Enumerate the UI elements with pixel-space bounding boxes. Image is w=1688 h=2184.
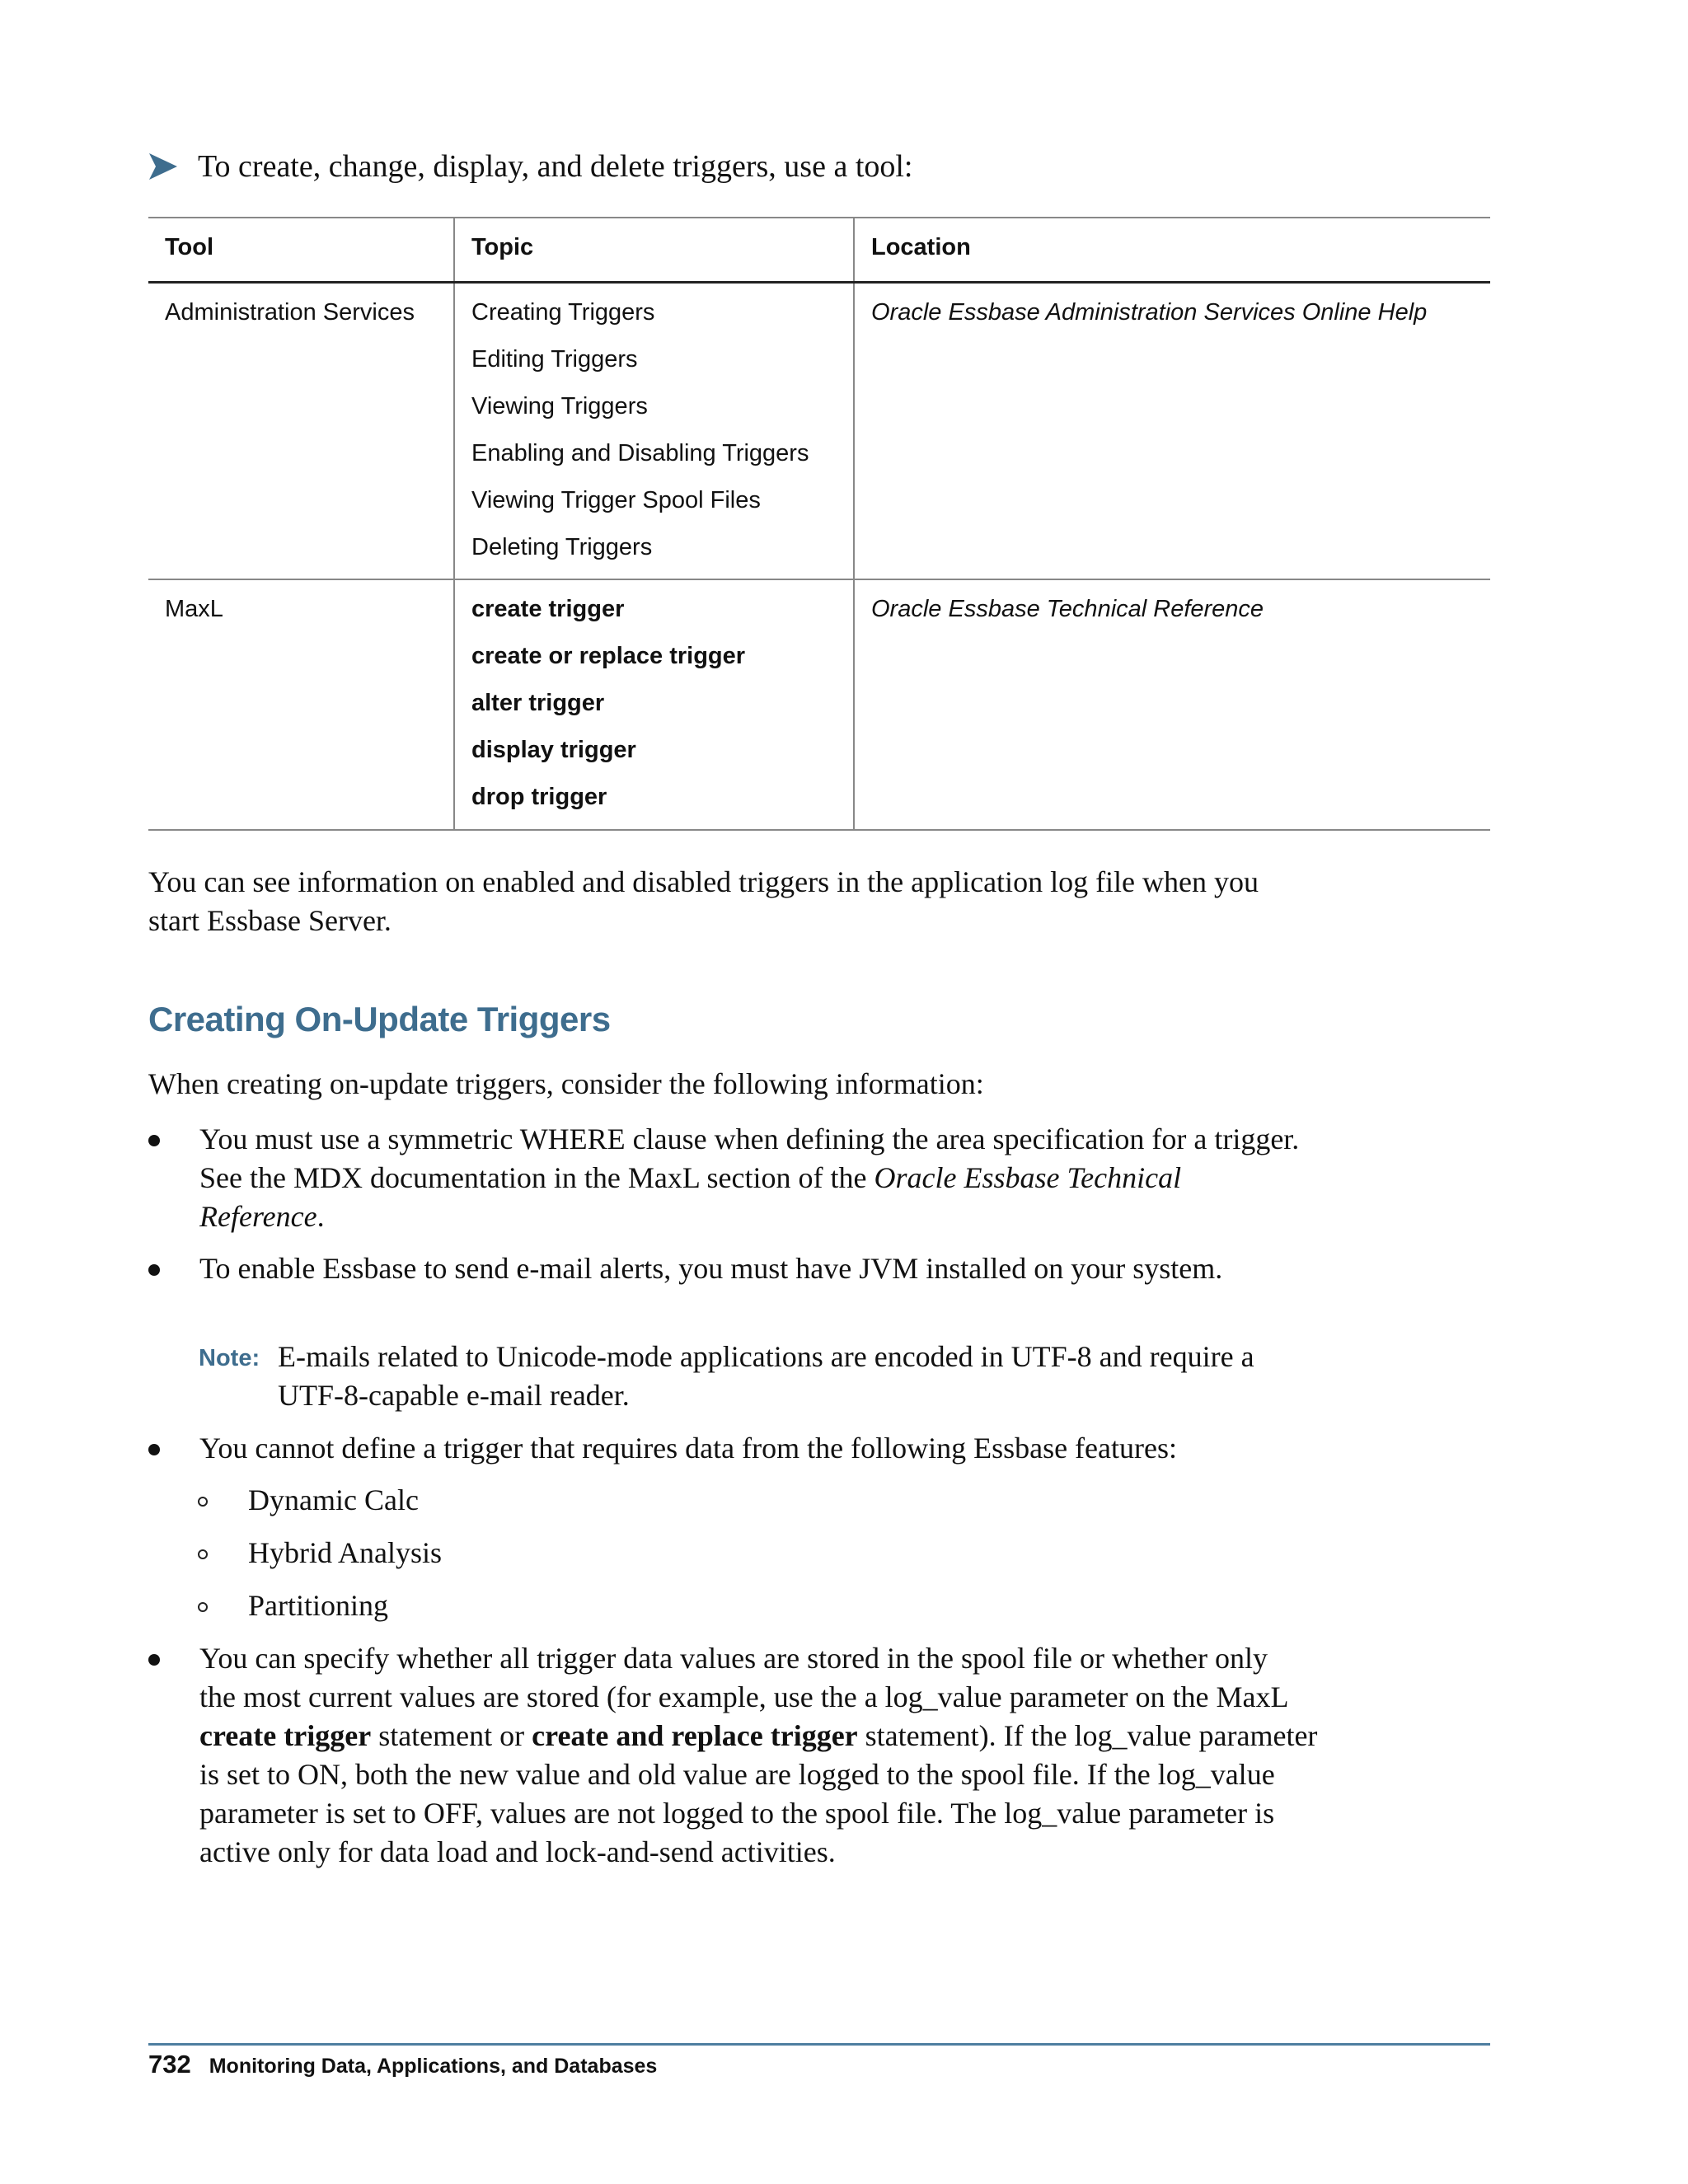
bullet-text: . [316,1200,325,1233]
bullet-line [199,1717,1319,1755]
maxl-command: create trigger [199,1719,372,1752]
topic-item: Editing Triggers [471,346,638,373]
location-text: Oracle Essbase Administration Services Online Help [871,299,1428,326]
note-line: UTF-8-capable e-mail reader. [278,1379,630,1412]
section-lead [148,1065,1319,1104]
paragraph-line: You can see information on enabled and disabled triggers in the application log file when you [148,865,1259,898]
topic-item: Viewing Trigger Spool Files [471,487,761,513]
sub-list-item [198,1481,419,1520]
bullet-text: statement). If the log_value parameter [857,1719,1318,1752]
note-label: Note: [199,1345,260,1371]
intro-paragraph [148,863,1319,940]
tool-name: Administration Services [165,299,415,326]
table-header-row [148,217,1490,284]
section-heading: Creating On-Update Triggers [148,1000,611,1038]
table-cell-location [855,284,1490,579]
bullet-line: is set to ON, both the new value and old value are logged to the spool file. If the log_value [199,1758,1275,1791]
bullet-line [199,1197,1319,1236]
footer-rule [148,2043,1490,2046]
bullet-line: You can specify whether all trigger data values are stored in the spool file or whether only [199,1642,1268,1675]
footer-title: Monitoring Data, Applications, and Databases [209,2055,658,2078]
table-row [148,284,1490,580]
maxl-command: alter trigger [471,690,605,716]
header-tool: Tool [148,218,455,281]
bullet-line: To enable Essbase to send e-mail alerts, you must have JVM installed on your system. [199,1252,1223,1285]
note-line: E-mails related to Unicode-mode applications are encoded in UTF-8 and require a [278,1340,1254,1373]
sub-item-text: Partitioning [248,1589,388,1622]
bullet-icon [148,1135,160,1146]
paragraph-line: start Essbase Server. [148,904,392,937]
bullet-line: active only for data load and lock-and-send activities. [199,1835,836,1868]
sub-list-item [198,1586,388,1625]
topic-item: Deleting Triggers [471,534,653,560]
book-title: Reference [199,1200,317,1233]
bullet-line: the most current values are stored (for example, use the a log_value parameter on the MaxL [199,1680,1289,1713]
header-topic: Topic [455,218,855,281]
lead-text: When creating on-update triggers, consider the following information: [148,1067,984,1100]
bullet-line: You must use a symmetric WHERE clause when defining the area specification for a trigger. [199,1122,1300,1155]
table-cell-tool [148,284,455,579]
procedure-text: To create, change, display, and delete triggers, use a tool: [198,149,913,184]
table-row [148,580,1490,831]
bullet-text: statement or [371,1719,532,1752]
sub-item-text: Hybrid Analysis [248,1536,443,1569]
procedure-line [148,145,913,188]
list-item [148,1120,1319,1236]
header-location: Location [871,234,971,260]
page-number: 732 [148,2050,191,2079]
list-item [148,1429,1319,1468]
table-cell-topics [455,284,855,579]
note-block [199,1338,1303,1415]
maxl-command: create trigger [471,596,625,622]
topic-item: Creating Triggers [471,299,655,326]
bullet-line: You cannot define a trigger that requires data from the following Essbase features: [199,1432,1177,1465]
location-text: Oracle Essbase Technical Reference [871,596,1264,622]
maxl-command: create and replace trigger [532,1719,858,1752]
tool-name: MaxL [165,596,223,622]
list-item [148,1249,1319,1288]
maxl-command: drop trigger [471,784,607,810]
maxl-command: create or replace trigger [471,643,746,669]
table-cell-tool [148,580,455,829]
table-cell-location [855,580,1490,829]
circle-bullet-icon [198,1497,208,1507]
sub-item-text: Dynamic Calc [248,1483,419,1516]
bullet-text: See the MDX documentation in the MaxL section of the [199,1161,874,1194]
tools-table [148,217,1490,831]
page-footer [148,2049,657,2082]
bullet-icon [148,1264,160,1276]
table-cell-topics [455,580,855,829]
sub-list-item [198,1534,442,1572]
procedure-arrow-icon [148,152,178,180]
circle-bullet-icon [198,1602,208,1612]
circle-bullet-icon [198,1549,208,1559]
list-item [148,1639,1319,1872]
bullet-icon [148,1654,160,1666]
bullet-line [199,1159,1319,1197]
bullet-icon [148,1444,160,1455]
topic-item: Viewing Triggers [471,393,648,419]
topic-item: Enabling and Disabling Triggers [471,440,809,466]
maxl-command: display trigger [471,737,636,763]
book-title: Oracle Essbase Technical [874,1161,1182,1194]
bullet-line: parameter is set to OFF, values are not logged to the spool file. The log_value parameter is [199,1797,1275,1830]
